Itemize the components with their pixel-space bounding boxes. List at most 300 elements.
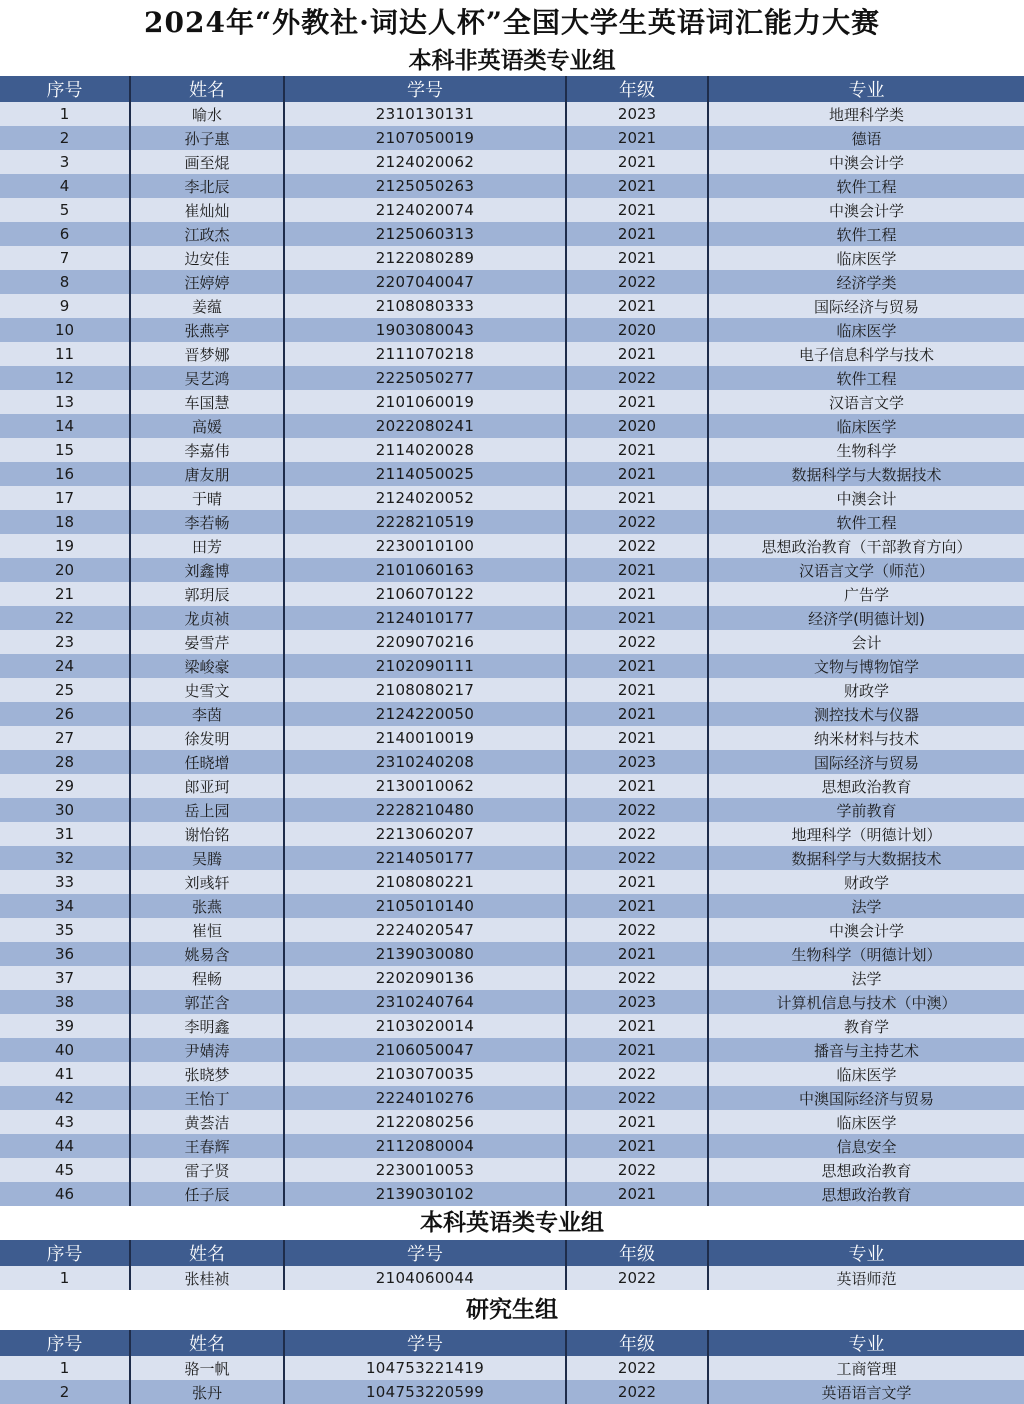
cell-name: 龙贞祯 — [130, 606, 284, 630]
cell-grade: 2023 — [566, 750, 708, 774]
cell-index: 22 — [0, 606, 130, 630]
table-graduate — [0, 1330, 1024, 1404]
cell-student-id: 2102090111 — [284, 654, 566, 678]
cell-name: 李茵 — [130, 702, 284, 726]
cell-grade: 2021 — [566, 942, 708, 966]
table-row — [0, 1182, 1024, 1206]
cell-major: 临床医学 — [708, 318, 1024, 342]
cell-index: 44 — [0, 1134, 130, 1158]
cell-name: 李明鑫 — [130, 1014, 284, 1038]
cell-major: 文物与博物馆学 — [708, 654, 1024, 678]
table-body — [0, 1266, 1024, 1290]
cell-index: 16 — [0, 462, 130, 486]
table-row — [0, 198, 1024, 222]
cell-student-id: 104753220599 — [284, 1380, 566, 1404]
cell-student-id: 2310240764 — [284, 990, 566, 1014]
cell-name: 谢怡铭 — [130, 822, 284, 846]
cell-index: 20 — [0, 558, 130, 582]
cell-grade: 2022 — [566, 1086, 708, 1110]
cell-student-id: 2111070218 — [284, 342, 566, 366]
cell-index: 31 — [0, 822, 130, 846]
cell-grade: 2021 — [566, 678, 708, 702]
table-row — [0, 654, 1024, 678]
cell-index: 15 — [0, 438, 130, 462]
cell-index: 2 — [0, 1380, 130, 1404]
cell-index: 21 — [0, 582, 130, 606]
cell-index: 33 — [0, 870, 130, 894]
cell-major: 法学 — [708, 894, 1024, 918]
cell-grade: 2021 — [566, 342, 708, 366]
cell-index: 11 — [0, 342, 130, 366]
cell-grade: 2022 — [566, 1062, 708, 1086]
cell-student-id: 2124010177 — [284, 606, 566, 630]
cell-major: 中澳会计 — [708, 486, 1024, 510]
cell-index: 3 — [0, 150, 130, 174]
cell-name: 李北辰 — [130, 174, 284, 198]
cell-name: 田芳 — [130, 534, 284, 558]
cell-name: 刘鑫博 — [130, 558, 284, 582]
cell-name: 程畅 — [130, 966, 284, 990]
cell-grade: 2021 — [566, 582, 708, 606]
cell-major: 地理科学类 — [708, 102, 1024, 126]
cell-index: 7 — [0, 246, 130, 270]
cell-grade: 2021 — [566, 462, 708, 486]
cell-grade: 2021 — [566, 702, 708, 726]
header-major: 专业 — [708, 76, 1024, 102]
cell-student-id: 2114020028 — [284, 438, 566, 462]
cell-major: 汉语言文学（师范） — [708, 558, 1024, 582]
cell-major: 临床医学 — [708, 1062, 1024, 1086]
table-row — [0, 1356, 1024, 1380]
table-row — [0, 558, 1024, 582]
cell-name: 张丹 — [130, 1380, 284, 1404]
table-row — [0, 510, 1024, 534]
cell-name: 郎亚珂 — [130, 774, 284, 798]
cell-student-id: 2213060207 — [284, 822, 566, 846]
cell-student-id: 1903080043 — [284, 318, 566, 342]
cell-student-id: 104753221419 — [284, 1356, 566, 1380]
cell-student-id: 2225050277 — [284, 366, 566, 390]
cell-major: 国际经济与贸易 — [708, 750, 1024, 774]
cell-name: 郭芷含 — [130, 990, 284, 1014]
cell-student-id: 2107050019 — [284, 126, 566, 150]
cell-student-id: 2207040047 — [284, 270, 566, 294]
cell-major: 法学 — [708, 966, 1024, 990]
cell-index: 39 — [0, 1014, 130, 1038]
table-row — [0, 1266, 1024, 1290]
cell-student-id: 2106070122 — [284, 582, 566, 606]
table-body — [0, 102, 1024, 1206]
cell-student-id: 2310240208 — [284, 750, 566, 774]
cell-index: 1 — [0, 102, 130, 126]
cell-grade: 2022 — [566, 1266, 708, 1290]
cell-grade: 2020 — [566, 318, 708, 342]
cell-index: 40 — [0, 1038, 130, 1062]
cell-grade: 2021 — [566, 870, 708, 894]
cell-major: 地理科学（明德计划） — [708, 822, 1024, 846]
cell-student-id: 2104060044 — [284, 1266, 566, 1290]
cell-name: 画至焜 — [130, 150, 284, 174]
cell-index: 36 — [0, 942, 130, 966]
cell-grade: 2021 — [566, 126, 708, 150]
cell-name: 黄荟洁 — [130, 1110, 284, 1134]
table-row — [0, 678, 1024, 702]
cell-major: 教育学 — [708, 1014, 1024, 1038]
table-row — [0, 342, 1024, 366]
cell-major: 播音与主持艺术 — [708, 1038, 1024, 1062]
header-index: 序号 — [0, 1330, 130, 1356]
cell-name: 晏雪芹 — [130, 630, 284, 654]
cell-grade: 2022 — [566, 846, 708, 870]
cell-name: 郭玥辰 — [130, 582, 284, 606]
table-row — [0, 150, 1024, 174]
cell-index: 10 — [0, 318, 130, 342]
cell-major: 数据科学与大数据技术 — [708, 846, 1024, 870]
cell-index: 5 — [0, 198, 130, 222]
cell-index: 6 — [0, 222, 130, 246]
cell-major: 中澳会计学 — [708, 198, 1024, 222]
cell-index: 30 — [0, 798, 130, 822]
cell-name: 王春辉 — [130, 1134, 284, 1158]
cell-grade: 2021 — [566, 1134, 708, 1158]
table-row — [0, 462, 1024, 486]
table-header-row — [0, 1240, 1024, 1266]
cell-index: 28 — [0, 750, 130, 774]
cell-major: 英语语言文学 — [708, 1380, 1024, 1404]
cell-name: 吴腾 — [130, 846, 284, 870]
cell-grade: 2022 — [566, 1158, 708, 1182]
cell-student-id: 2209070216 — [284, 630, 566, 654]
cell-name: 边安佳 — [130, 246, 284, 270]
table-row — [0, 606, 1024, 630]
cell-major: 软件工程 — [708, 366, 1024, 390]
cell-grade: 2021 — [566, 606, 708, 630]
table-row — [0, 174, 1024, 198]
cell-student-id: 2103070035 — [284, 1062, 566, 1086]
table-row — [0, 1086, 1024, 1110]
cell-grade: 2022 — [566, 822, 708, 846]
cell-name: 张桂祯 — [130, 1266, 284, 1290]
cell-grade: 2022 — [566, 966, 708, 990]
cell-student-id: 2124020062 — [284, 150, 566, 174]
table-row — [0, 798, 1024, 822]
cell-name: 雷子贤 — [130, 1158, 284, 1182]
cell-student-id: 2114050025 — [284, 462, 566, 486]
cell-index: 14 — [0, 414, 130, 438]
cell-major: 会计 — [708, 630, 1024, 654]
cell-student-id: 2112080004 — [284, 1134, 566, 1158]
cell-student-id: 2130010062 — [284, 774, 566, 798]
table-row — [0, 990, 1024, 1014]
table-row — [0, 1158, 1024, 1182]
cell-grade: 2021 — [566, 246, 708, 270]
cell-major: 国际经济与贸易 — [708, 294, 1024, 318]
cell-name: 张燕亭 — [130, 318, 284, 342]
table-row — [0, 414, 1024, 438]
table-row — [0, 942, 1024, 966]
cell-index: 13 — [0, 390, 130, 414]
cell-major: 广告学 — [708, 582, 1024, 606]
table-row — [0, 846, 1024, 870]
cell-major: 信息安全 — [708, 1134, 1024, 1158]
cell-index: 12 — [0, 366, 130, 390]
table-row — [0, 534, 1024, 558]
table-row — [0, 630, 1024, 654]
table-row — [0, 1038, 1024, 1062]
cell-index: 38 — [0, 990, 130, 1014]
cell-grade: 2021 — [566, 1014, 708, 1038]
table-row — [0, 918, 1024, 942]
section-title-graduate: 研究生组 — [0, 1290, 1024, 1330]
cell-grade: 2021 — [566, 486, 708, 510]
cell-major: 思想政治教育 — [708, 1158, 1024, 1182]
cell-index: 2 — [0, 126, 130, 150]
cell-student-id: 2125060313 — [284, 222, 566, 246]
header-name: 姓名 — [130, 1330, 284, 1356]
cell-index: 23 — [0, 630, 130, 654]
cell-name: 李若畅 — [130, 510, 284, 534]
cell-grade: 2022 — [566, 1356, 708, 1380]
cell-major: 德语 — [708, 126, 1024, 150]
cell-major: 经济学类 — [708, 270, 1024, 294]
page-title: 2024年“外教社·词达人杯”全国大学生英语词汇能力大赛 — [0, 0, 1024, 46]
cell-student-id: 2214050177 — [284, 846, 566, 870]
table-row — [0, 870, 1024, 894]
cell-student-id: 2224020547 — [284, 918, 566, 942]
table-row — [0, 702, 1024, 726]
table-row — [0, 1062, 1024, 1086]
table-english — [0, 1240, 1024, 1290]
table-header-row — [0, 76, 1024, 102]
cell-name: 任晓增 — [130, 750, 284, 774]
cell-name: 岳上园 — [130, 798, 284, 822]
table-row — [0, 102, 1024, 126]
table-row — [0, 1110, 1024, 1134]
cell-major: 软件工程 — [708, 510, 1024, 534]
cell-index: 1 — [0, 1266, 130, 1290]
cell-major: 数据科学与大数据技术 — [708, 462, 1024, 486]
table-row — [0, 894, 1024, 918]
cell-grade: 2021 — [566, 774, 708, 798]
table-non-english — [0, 76, 1024, 1206]
header-major: 专业 — [708, 1240, 1024, 1266]
cell-major: 思想政治教育 — [708, 1182, 1024, 1206]
cell-student-id: 2139030102 — [284, 1182, 566, 1206]
cell-name: 骆一帆 — [130, 1356, 284, 1380]
cell-major: 工商管理 — [708, 1356, 1024, 1380]
table-row — [0, 582, 1024, 606]
cell-name: 张晓梦 — [130, 1062, 284, 1086]
cell-name: 晋梦娜 — [130, 342, 284, 366]
table-row — [0, 1014, 1024, 1038]
cell-grade: 2021 — [566, 390, 708, 414]
cell-name: 徐发明 — [130, 726, 284, 750]
header-index: 序号 — [0, 76, 130, 102]
cell-major: 财政学 — [708, 678, 1024, 702]
cell-index: 26 — [0, 702, 130, 726]
cell-grade: 2021 — [566, 198, 708, 222]
cell-name: 喻水 — [130, 102, 284, 126]
cell-index: 32 — [0, 846, 130, 870]
cell-student-id: 2106050047 — [284, 1038, 566, 1062]
cell-name: 汪婷婷 — [130, 270, 284, 294]
header-name: 姓名 — [130, 76, 284, 102]
cell-major: 临床医学 — [708, 246, 1024, 270]
cell-name: 高媛 — [130, 414, 284, 438]
header-student-id: 学号 — [284, 1330, 566, 1356]
cell-student-id: 2224010276 — [284, 1086, 566, 1110]
table-row — [0, 270, 1024, 294]
table-row — [0, 486, 1024, 510]
cell-index: 4 — [0, 174, 130, 198]
cell-index: 45 — [0, 1158, 130, 1182]
cell-major: 思想政治教育 — [708, 774, 1024, 798]
cell-grade: 2022 — [566, 270, 708, 294]
table-row — [0, 438, 1024, 462]
section-title-english: 本科英语类专业组 — [0, 1206, 1024, 1240]
cell-index: 25 — [0, 678, 130, 702]
cell-student-id: 2125050263 — [284, 174, 566, 198]
cell-grade: 2022 — [566, 534, 708, 558]
cell-major: 经济学(明德计划) — [708, 606, 1024, 630]
cell-grade: 2023 — [566, 102, 708, 126]
cell-name: 尹婧涛 — [130, 1038, 284, 1062]
cell-student-id: 2101060163 — [284, 558, 566, 582]
cell-student-id: 2140010019 — [284, 726, 566, 750]
cell-major: 中澳会计学 — [708, 150, 1024, 174]
cell-name: 唐友朋 — [130, 462, 284, 486]
cell-grade: 2021 — [566, 150, 708, 174]
cell-index: 34 — [0, 894, 130, 918]
cell-grade: 2021 — [566, 558, 708, 582]
cell-student-id: 2105010140 — [284, 894, 566, 918]
cell-name: 史雪文 — [130, 678, 284, 702]
cell-index: 17 — [0, 486, 130, 510]
cell-student-id: 2122080256 — [284, 1110, 566, 1134]
header-major: 专业 — [708, 1330, 1024, 1356]
cell-student-id: 2101060019 — [284, 390, 566, 414]
cell-grade: 2021 — [566, 1182, 708, 1206]
cell-student-id: 2202090136 — [284, 966, 566, 990]
cell-grade: 2022 — [566, 1380, 708, 1404]
cell-student-id: 2022080241 — [284, 414, 566, 438]
cell-major: 软件工程 — [708, 222, 1024, 246]
cell-grade: 2021 — [566, 222, 708, 246]
cell-grade: 2022 — [566, 798, 708, 822]
cell-name: 王怡丁 — [130, 1086, 284, 1110]
cell-index: 43 — [0, 1110, 130, 1134]
cell-major: 软件工程 — [708, 174, 1024, 198]
cell-major: 纳米材料与技术 — [708, 726, 1024, 750]
cell-name: 姜蕴 — [130, 294, 284, 318]
table-row — [0, 1134, 1024, 1158]
cell-student-id: 2310130131 — [284, 102, 566, 126]
cell-name: 崔灿灿 — [130, 198, 284, 222]
cell-name: 任子辰 — [130, 1182, 284, 1206]
cell-major: 财政学 — [708, 870, 1024, 894]
cell-student-id: 2228210519 — [284, 510, 566, 534]
cell-major: 临床医学 — [708, 414, 1024, 438]
cell-student-id: 2108080217 — [284, 678, 566, 702]
table-row — [0, 318, 1024, 342]
table-row — [0, 126, 1024, 150]
cell-name: 于晴 — [130, 486, 284, 510]
cell-name: 梁峻豪 — [130, 654, 284, 678]
table-row — [0, 390, 1024, 414]
header-student-id: 学号 — [284, 1240, 566, 1266]
cell-grade: 2021 — [566, 726, 708, 750]
cell-index: 46 — [0, 1182, 130, 1206]
cell-index: 8 — [0, 270, 130, 294]
cell-major: 中澳会计学 — [708, 918, 1024, 942]
cell-name: 孙子惠 — [130, 126, 284, 150]
cell-major: 汉语言文学 — [708, 390, 1024, 414]
cell-index: 24 — [0, 654, 130, 678]
table-row — [0, 750, 1024, 774]
cell-student-id: 2122080289 — [284, 246, 566, 270]
cell-index: 41 — [0, 1062, 130, 1086]
cell-grade: 2020 — [566, 414, 708, 438]
table-row — [0, 726, 1024, 750]
cell-major: 中澳国际经济与贸易 — [708, 1086, 1024, 1110]
cell-student-id: 2124020074 — [284, 198, 566, 222]
cell-student-id: 2228210480 — [284, 798, 566, 822]
cell-grade: 2021 — [566, 174, 708, 198]
table-row — [0, 246, 1024, 270]
header-student-id: 学号 — [284, 76, 566, 102]
table-row — [0, 294, 1024, 318]
cell-grade: 2021 — [566, 1110, 708, 1134]
header-index: 序号 — [0, 1240, 130, 1266]
cell-grade: 2021 — [566, 654, 708, 678]
cell-major: 生物科学（明德计划） — [708, 942, 1024, 966]
cell-grade: 2022 — [566, 918, 708, 942]
table-row — [0, 1380, 1024, 1404]
cell-name: 崔恒 — [130, 918, 284, 942]
cell-student-id: 2108080333 — [284, 294, 566, 318]
section-title-non-english: 本科非英语类专业组 — [0, 46, 1024, 76]
cell-index: 29 — [0, 774, 130, 798]
cell-name: 车国慧 — [130, 390, 284, 414]
table-body — [0, 1356, 1024, 1404]
table-row — [0, 822, 1024, 846]
cell-index: 42 — [0, 1086, 130, 1110]
cell-student-id: 2124220050 — [284, 702, 566, 726]
header-grade: 年级 — [566, 1330, 708, 1356]
table-row — [0, 966, 1024, 990]
cell-grade: 2021 — [566, 438, 708, 462]
cell-name: 江政杰 — [130, 222, 284, 246]
cell-index: 27 — [0, 726, 130, 750]
cell-student-id: 2108080221 — [284, 870, 566, 894]
cell-name: 姚易含 — [130, 942, 284, 966]
cell-name: 刘彧轩 — [130, 870, 284, 894]
table-row — [0, 222, 1024, 246]
cell-major: 英语师范 — [708, 1266, 1024, 1290]
cell-index: 1 — [0, 1356, 130, 1380]
cell-index: 18 — [0, 510, 130, 534]
cell-major: 生物科学 — [708, 438, 1024, 462]
cell-major: 临床医学 — [708, 1110, 1024, 1134]
cell-student-id: 2124020052 — [284, 486, 566, 510]
cell-grade: 2023 — [566, 990, 708, 1014]
table-row — [0, 774, 1024, 798]
header-grade: 年级 — [566, 76, 708, 102]
header-name: 姓名 — [130, 1240, 284, 1266]
cell-name: 李嘉伟 — [130, 438, 284, 462]
cell-name: 张燕 — [130, 894, 284, 918]
cell-index: 35 — [0, 918, 130, 942]
